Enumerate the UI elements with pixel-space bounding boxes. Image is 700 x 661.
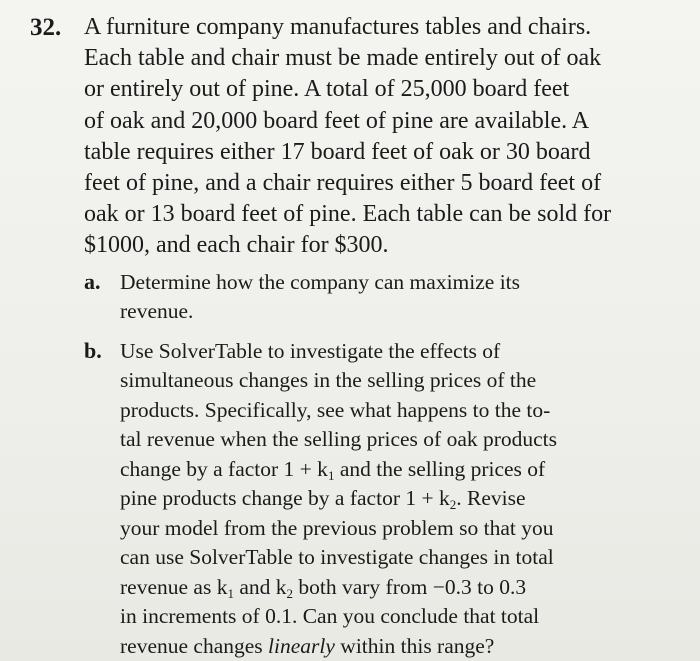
part-a-line: Determine how the company can maximize its bbox=[120, 269, 521, 294]
problem-32 bbox=[30, 12, 670, 661]
part-b-line-final bbox=[120, 632, 670, 661]
part-b-line-factor-k1 bbox=[120, 455, 670, 485]
part-b-text bbox=[120, 337, 670, 661]
statement-line: feet of pine, and a chair requires either 5 board feet of bbox=[84, 170, 602, 197]
statement-line: of oak and 20,000 board feet of pine are available. A bbox=[84, 107, 590, 134]
range-text-end: both vary from −0.3 to 0.3 bbox=[293, 574, 527, 599]
part-b-line: products. Specifically, see what happens to the to- bbox=[120, 397, 551, 422]
subscript-2: 2 bbox=[449, 497, 457, 513]
part-a-label: a. bbox=[84, 268, 101, 294]
subscript-2: 2 bbox=[286, 585, 293, 601]
part-a bbox=[84, 268, 670, 327]
part-b-line-range bbox=[120, 573, 670, 603]
statement-line: table requires either 17 board feet of oak or 30 board bbox=[84, 138, 591, 165]
part-b bbox=[84, 337, 670, 661]
part-b-line: tal revenue when the selling prices of oak products bbox=[120, 427, 558, 452]
italic-linearly: linearly bbox=[268, 633, 335, 658]
final-text-end: within this range? bbox=[334, 633, 495, 658]
part-b-label: b. bbox=[84, 337, 102, 363]
final-text-start: revenue changes bbox=[120, 633, 269, 658]
statement-line: oak or 13 board feet of pine. Each table can be sold for bbox=[84, 201, 612, 228]
range-text-mid: and k bbox=[233, 574, 287, 599]
statement-line: $1000, and each chair for $300. bbox=[84, 232, 389, 259]
range-text-start: revenue as k bbox=[120, 574, 228, 599]
problem-number: 32. bbox=[30, 14, 62, 41]
subscript-1: 1 bbox=[227, 585, 234, 601]
statement-line: or entirely out of pine. A total of 25,000 board feet bbox=[84, 76, 570, 103]
factor-k1-tail: and the selling prices of bbox=[334, 456, 546, 481]
part-b-line: your model from the previous problem so that you bbox=[120, 515, 554, 540]
part-a-line: revenue. bbox=[120, 299, 194, 324]
factor-k1-text: change by a factor 1 + k bbox=[120, 456, 328, 481]
problem-statement bbox=[84, 12, 674, 262]
subscript-1: 1 bbox=[327, 467, 335, 483]
statement-line: A furniture company manufactures tables and chairs. bbox=[84, 14, 592, 40]
part-b-line-factor-k2 bbox=[120, 484, 670, 514]
part-a-text bbox=[120, 268, 670, 327]
factor-k2-tail: . Revise bbox=[456, 486, 526, 511]
part-b-line: simultaneous changes in the selling prices of the bbox=[120, 368, 537, 393]
part-b-line: in increments of 0.1. Can you conclude that total bbox=[120, 604, 540, 629]
part-b-line: can use SolverTable to investigate changes in total bbox=[120, 545, 554, 570]
factor-k2-text: pine products change by a factor 1 + k bbox=[120, 486, 450, 511]
statement-line: Each table and chair must be made entirely out of oak bbox=[84, 45, 602, 72]
part-b-line: Use SolverTable to investigate the effects of bbox=[120, 338, 501, 363]
